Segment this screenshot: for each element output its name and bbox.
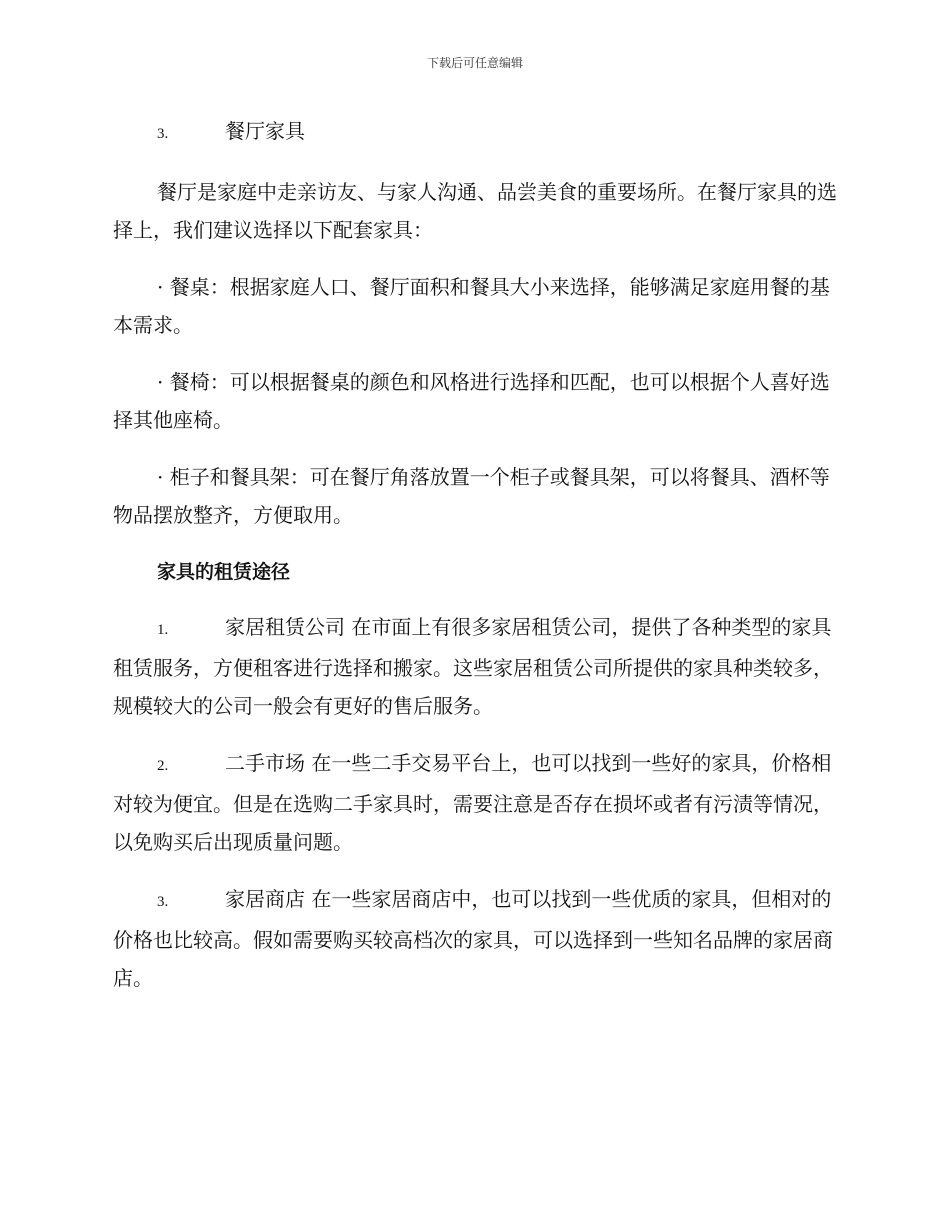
rental-heading: 家具的租赁途径 [157,561,291,583]
rental-item-3 [113,880,839,997]
dining-intro-paragraph: 餐厅是家庭中走亲访友、与家人沟通、品尝美食的重要场所。在餐厅家具的选择上，我们建议选择以下配套家具： [113,180,837,242]
rental-item-2-number: 2. [157,758,169,774]
bullet-dining-table: · 餐桌：根据家庭人口、餐厅面积和餐具大小来选择，能够满足家庭用餐的基本需求。 [113,275,830,337]
bullet-dining-chair: · 餐椅：可以根据餐桌的颜色和风格进行选择和匹配，也可以根据个人喜好选择其他座椅。 [113,370,830,432]
rental-item-3-text: 在一些家居商店中，也可以找到一些优质的家具，但相对的价格也比较高。假如需要购买较高档次的家具，可以选择到一些知名品牌的家居商店。 [113,887,833,990]
rental-item-2-title: 二手市场 [225,751,305,775]
page-header: 下载后可任意编辑 [426,56,523,70]
rental-item-3-number: 3. [157,894,169,910]
section-3-number: 3. [157,126,169,142]
rental-item-1-number: 1. [157,622,169,638]
rental-item-2 [113,744,839,861]
document-body [113,112,839,1016]
rental-item-1 [113,608,839,725]
section-3-title: 餐厅家具 [225,119,305,143]
rental-item-1-title: 家居租赁公司 [225,615,345,639]
bullet-cabinet-rack: · 柜子和餐具架：可在餐厅角落放置一个柜子或餐具架，可以将餐具、酒杯等物品摆放整齐，方便取用。 [113,465,830,527]
rental-item-1-text: 在市面上有很多家居租赁公司，提供了各种类型的家具租赁服务，方便租客进行选择和搬家。这些家居租赁公司所提供的家具种类较多，规模较大的公司一般会有更好的售后服务。 [113,615,833,718]
section-3-heading [113,112,839,153]
rental-item-3-title: 家居商店 [225,887,305,911]
rental-item-2-text: 在一些二手交易平台上，也可以找到一些好的家具，价格相对较为便宜。但是在选购二手家具时，需要注意是否存在损坏或者有污渍等情况，以免购买后出现质量问题。 [113,751,833,854]
